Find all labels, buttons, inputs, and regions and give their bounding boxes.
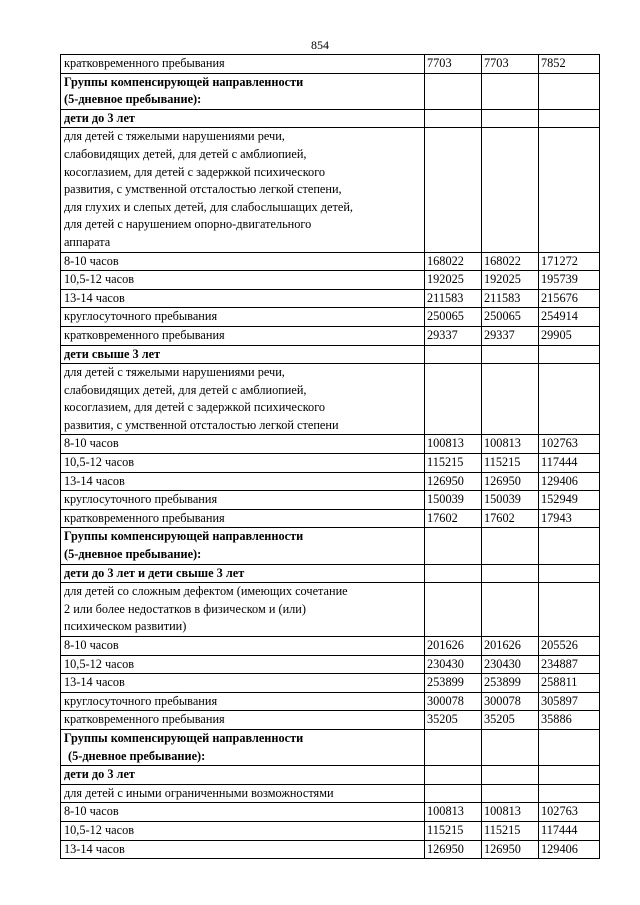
row-value-3 <box>539 109 600 128</box>
row-value-2: 100813 <box>482 435 539 454</box>
row-value-2: 29337 <box>482 326 539 345</box>
row-value-2: 126950 <box>482 840 539 859</box>
row-value-3: 129406 <box>539 472 600 491</box>
row-value-3 <box>539 528 600 564</box>
row-value-1: 100813 <box>425 435 482 454</box>
row-label-line: 8-10 часов <box>64 436 119 451</box>
row-label <box>61 729 425 765</box>
row-label <box>61 509 425 528</box>
row-value-2: 201626 <box>482 637 539 656</box>
row-label <box>61 491 425 510</box>
table-row <box>61 637 600 656</box>
table-row <box>61 840 600 859</box>
row-value-2: 300078 <box>482 692 539 711</box>
table-row <box>61 784 600 803</box>
row-value-3: 254914 <box>539 308 600 327</box>
row-value-1: 35205 <box>425 711 482 730</box>
row-label-line: 8-10 часов <box>64 638 119 652</box>
row-value-1 <box>425 784 482 803</box>
row-value-3: 205526 <box>539 637 600 656</box>
row-value-2: 250065 <box>482 308 539 327</box>
row-value-2: 115215 <box>482 821 539 840</box>
row-label <box>61 766 425 785</box>
row-label <box>61 674 425 693</box>
row-label <box>61 803 425 822</box>
row-label-line: 13-14 часов <box>64 841 125 856</box>
row-value-1 <box>425 528 482 564</box>
row-label-line: кратковременного пребывания <box>64 56 225 70</box>
row-label-line: дети до 3 лет и дети свыше 3 лет <box>64 565 245 580</box>
row-value-3: 17943 <box>539 509 600 528</box>
row-value-1: 201626 <box>425 637 482 656</box>
row-value-3 <box>539 73 600 109</box>
row-label-line: (5-дневное пребывание): <box>64 547 202 562</box>
row-label <box>61 271 425 290</box>
row-value-1: 100813 <box>425 803 482 822</box>
row-value-3: 129406 <box>539 840 600 859</box>
row-value-1 <box>425 109 482 128</box>
table-row <box>61 711 600 730</box>
row-label <box>61 711 425 730</box>
row-label-line: 2 или более недостатков в физическом и (или) <box>64 601 306 616</box>
row-label-line: дети до 3 лет <box>64 767 135 782</box>
row-label-line: дети до 3 лет <box>64 110 135 125</box>
table-row <box>61 729 600 765</box>
row-value-2 <box>482 128 539 252</box>
table-row <box>61 308 600 327</box>
row-label <box>61 454 425 473</box>
row-value-2 <box>482 784 539 803</box>
row-label-line: 10,5-12 часов <box>64 272 135 287</box>
row-label-line: для детей с иными ограниченными возможностями <box>64 785 334 800</box>
row-value-1: 115215 <box>425 821 482 840</box>
row-label-line: 13-14 часов <box>64 473 125 488</box>
page-number: 854 <box>311 38 329 52</box>
row-value-3 <box>539 128 600 252</box>
table-row <box>61 252 600 271</box>
table-row <box>61 435 600 454</box>
table-row <box>61 109 600 128</box>
row-value-3: 305897 <box>539 692 600 711</box>
table-row <box>61 289 600 308</box>
tariff-table <box>60 54 600 859</box>
row-value-2: 115215 <box>482 454 539 473</box>
row-label-line: слабовидящих детей, для детей с амблиопией, <box>64 146 307 161</box>
row-value-3: 35886 <box>539 711 600 730</box>
row-value-2: 17602 <box>482 509 539 528</box>
row-value-3: 258811 <box>539 674 600 693</box>
row-value-3 <box>539 729 600 765</box>
table-row <box>61 345 600 364</box>
table-row <box>61 803 600 822</box>
row-value-2 <box>482 73 539 109</box>
row-label-line: 8-10 часов <box>64 253 119 268</box>
row-label-line: кратковременного пребывания <box>64 712 225 727</box>
row-label-line: косоглазием, для детей с задержкой психического <box>64 400 326 415</box>
row-label <box>61 435 425 454</box>
row-value-3: 102763 <box>539 435 600 454</box>
table-row <box>61 472 600 491</box>
table-row <box>61 509 600 528</box>
row-label-line: кратковременного пребывания <box>64 510 225 525</box>
row-label-line: развития, с умственной отсталостью легкой степени, <box>64 182 342 197</box>
row-label-line: 10,5-12 часов <box>64 455 135 470</box>
row-value-3: 234887 <box>539 655 600 674</box>
row-value-2 <box>482 364 539 435</box>
row-label-line: слабовидящих детей, для детей с амблиопией, <box>64 382 307 397</box>
row-value-2 <box>482 345 539 364</box>
row-value-2: 35205 <box>482 711 539 730</box>
row-label <box>61 73 425 109</box>
row-value-2 <box>482 729 539 765</box>
row-value-2: 192025 <box>482 271 539 290</box>
row-label <box>61 109 425 128</box>
table-row <box>61 326 600 345</box>
table-row <box>61 692 600 711</box>
table-row <box>61 454 600 473</box>
row-label-line: круглосуточного пребывания <box>64 492 218 507</box>
row-value-3 <box>539 564 600 583</box>
row-label-line: 13-14 часов <box>64 675 125 690</box>
row-label-line: 8-10 часов <box>64 804 119 819</box>
row-value-3: 171272 <box>539 252 600 271</box>
row-value-3: 117444 <box>539 821 600 840</box>
row-value-2: 126950 <box>482 472 539 491</box>
row-value-2: 253899 <box>482 674 539 693</box>
row-value-3 <box>539 784 600 803</box>
table-row <box>61 73 600 109</box>
row-value-2 <box>482 109 539 128</box>
row-value-1 <box>425 345 482 364</box>
row-label-line: кратковременного пребывания <box>64 327 225 342</box>
table-row <box>61 564 600 583</box>
row-value-1: 253899 <box>425 674 482 693</box>
table-row <box>61 821 600 840</box>
row-value-3 <box>539 364 600 435</box>
row-value-3: 102763 <box>539 803 600 822</box>
row-label-line: Группы компенсирующей направленности <box>64 74 304 89</box>
row-label <box>61 583 425 637</box>
row-value-3: 7852 <box>539 55 600 74</box>
row-value-1: 300078 <box>425 692 482 711</box>
row-label <box>61 55 425 74</box>
row-value-1: 17602 <box>425 509 482 528</box>
row-label <box>61 252 425 271</box>
row-label-line: психическом развитии) <box>64 619 187 634</box>
table-row <box>61 128 600 252</box>
row-label-line: для детей с нарушением опорно-двигательного <box>64 217 312 232</box>
row-value-1: 29337 <box>425 326 482 345</box>
row-value-2: 100813 <box>482 803 539 822</box>
row-label <box>61 692 425 711</box>
row-value-2: 168022 <box>482 252 539 271</box>
row-label-line: круглосуточного пребывания <box>64 693 218 708</box>
tariff-table-body <box>61 55 600 859</box>
row-value-1 <box>425 583 482 637</box>
row-label <box>61 821 425 840</box>
row-value-1 <box>425 73 482 109</box>
row-label <box>61 364 425 435</box>
row-label-line: для детей со сложным дефектом (имеющих сочетание <box>64 584 348 599</box>
row-label-line: для глухих и слепых детей, для слабослышащих детей, <box>64 199 353 214</box>
row-label-line: для детей с тяжелыми нарушениями речи, <box>64 365 285 380</box>
row-value-3 <box>539 766 600 785</box>
row-label-line: Группы компенсирующей направленности <box>64 730 304 745</box>
row-label <box>61 564 425 583</box>
row-value-1 <box>425 729 482 765</box>
table-row <box>61 528 600 564</box>
row-value-1: 7703 <box>425 55 482 74</box>
table-row <box>61 583 600 637</box>
row-value-2: 211583 <box>482 289 539 308</box>
row-value-2: 230430 <box>482 655 539 674</box>
row-label <box>61 289 425 308</box>
table-row <box>61 55 600 74</box>
row-label-line: развития, с умственной отсталостью легкой степени <box>64 417 339 432</box>
row-value-3 <box>539 583 600 637</box>
row-value-2 <box>482 583 539 637</box>
row-value-1 <box>425 128 482 252</box>
row-label-line: косоглазием, для детей с задержкой психического <box>64 164 326 179</box>
row-value-2 <box>482 564 539 583</box>
row-label-line: (5-дневное пребывание): <box>64 92 202 107</box>
row-value-1 <box>425 364 482 435</box>
row-value-3: 215676 <box>539 289 600 308</box>
row-value-1: 126950 <box>425 472 482 491</box>
row-label-line: дети свыше 3 лет <box>64 346 161 361</box>
row-value-1 <box>425 766 482 785</box>
row-value-1 <box>425 564 482 583</box>
row-value-1: 250065 <box>425 308 482 327</box>
row-value-3: 195739 <box>539 271 600 290</box>
row-label <box>61 655 425 674</box>
table-row <box>61 491 600 510</box>
row-label <box>61 128 425 252</box>
row-label-line: 10,5-12 часов <box>64 656 135 671</box>
row-value-1: 192025 <box>425 271 482 290</box>
row-value-3: 29905 <box>539 326 600 345</box>
row-label <box>61 784 425 803</box>
table-row <box>61 364 600 435</box>
row-label-line: для детей с тяжелыми нарушениями речи, <box>64 129 285 144</box>
row-label <box>61 326 425 345</box>
row-label <box>61 472 425 491</box>
row-value-1: 230430 <box>425 655 482 674</box>
row-value-1: 126950 <box>425 840 482 859</box>
row-value-1: 115215 <box>425 454 482 473</box>
table-row <box>61 271 600 290</box>
row-value-3 <box>539 345 600 364</box>
row-label-line: 10,5-12 часов <box>64 822 135 837</box>
row-label-line: (5-дневное пребывание): <box>68 748 206 763</box>
row-label-line: Группы компенсирующей направленности <box>64 529 304 544</box>
row-value-3: 117444 <box>539 454 600 473</box>
row-value-1: 150039 <box>425 491 482 510</box>
row-value-3: 152949 <box>539 491 600 510</box>
row-label-line: аппарата <box>64 234 111 249</box>
row-label <box>61 637 425 656</box>
table-row <box>61 674 600 693</box>
row-value-2 <box>482 528 539 564</box>
row-label <box>61 840 425 859</box>
row-label-line: 13-14 часов <box>64 290 125 305</box>
row-label <box>61 308 425 327</box>
row-value-2 <box>482 766 539 785</box>
row-value-1: 211583 <box>425 289 482 308</box>
table-row <box>61 655 600 674</box>
row-value-2: 150039 <box>482 491 539 510</box>
row-label <box>61 345 425 364</box>
row-label-line: круглосуточного пребывания <box>64 309 218 324</box>
table-row <box>61 766 600 785</box>
row-value-2: 7703 <box>482 55 539 74</box>
row-value-1: 168022 <box>425 252 482 271</box>
row-label <box>61 528 425 564</box>
